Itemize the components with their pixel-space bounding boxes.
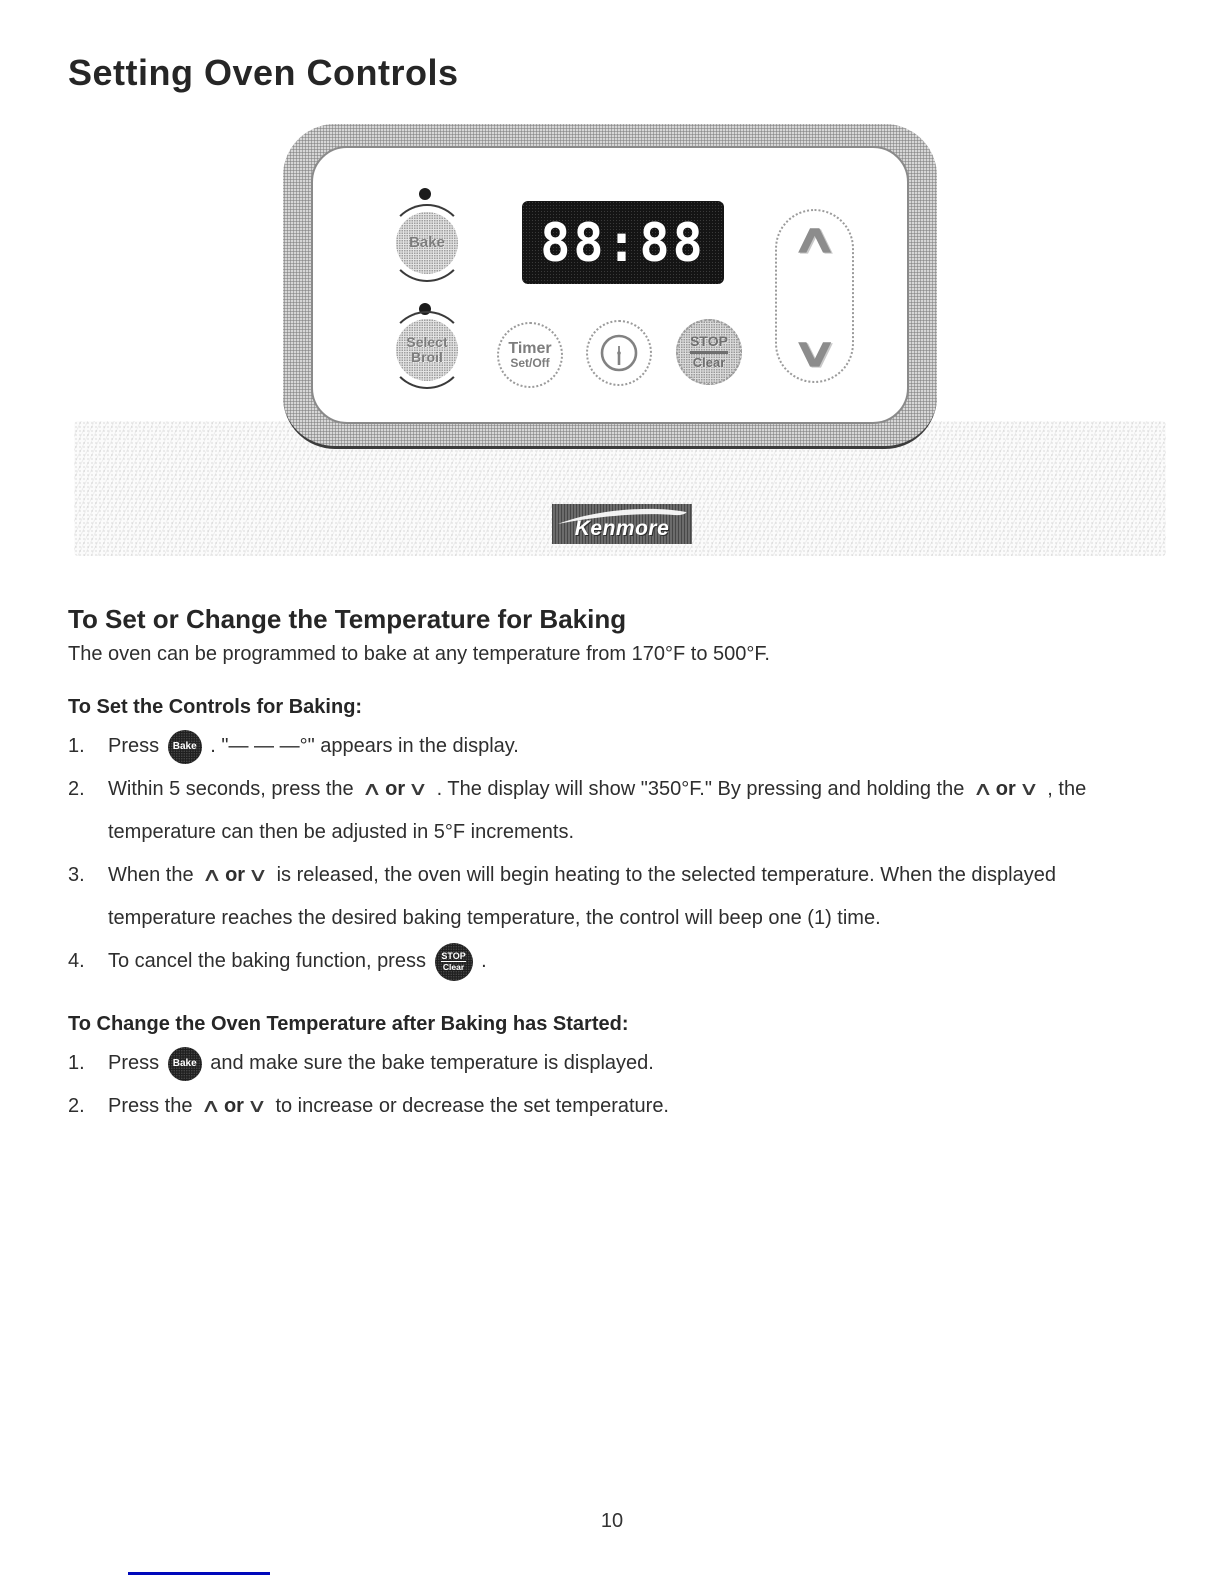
page-number: 10 bbox=[600, 1510, 624, 1532]
subheading-change-temp: To Change the Oven Temperature after Baking has Started: bbox=[68, 1013, 629, 1035]
footer-link-line bbox=[128, 1572, 270, 1575]
down-arrow-icon: ∨ bbox=[246, 1096, 268, 1117]
stop-clear-label-line1: STOP bbox=[690, 334, 728, 353]
set-controls-steps bbox=[68, 725, 1113, 983]
up-arrow-icon: ∧ bbox=[201, 865, 223, 886]
subheading-set-controls: To Set the Controls for Baking: bbox=[68, 696, 363, 718]
change-temp-steps bbox=[68, 1042, 1113, 1128]
bake-indicator-light bbox=[419, 188, 431, 200]
step-number: 1. bbox=[68, 1052, 85, 1074]
timer-label-line2: Set/Off bbox=[510, 356, 550, 371]
clock-icon bbox=[595, 329, 643, 377]
stop-clear-button bbox=[676, 319, 742, 385]
kenmore-logo bbox=[552, 504, 692, 544]
bold-or-text: or bbox=[995, 778, 1016, 800]
control-panel-figure bbox=[68, 124, 1166, 556]
clock-button bbox=[586, 320, 652, 386]
timer-label-line1: Timer bbox=[508, 339, 552, 357]
bake-button bbox=[396, 212, 458, 274]
down-arrow-icon: ∨ bbox=[791, 331, 838, 375]
step-number: 4. bbox=[68, 950, 85, 972]
up-arrow-icon: ∧ bbox=[361, 779, 383, 800]
timer-set-off-button bbox=[497, 322, 563, 388]
select-broil-label-line2: Broil bbox=[411, 349, 443, 365]
clear-key-label: Clear bbox=[442, 962, 465, 973]
bake-button-ring bbox=[388, 204, 466, 282]
down-arrow-icon: ∨ bbox=[247, 865, 269, 886]
step-number: 2. bbox=[68, 778, 85, 800]
step-text: Press the ∧ or ∨ to increase or decrease the set temperature. bbox=[108, 1085, 669, 1128]
broil-button-ring bbox=[388, 311, 466, 389]
bake-key-icon: Bake bbox=[168, 730, 202, 764]
bake-button-label: Bake bbox=[409, 234, 445, 252]
stop-clear-label-line2: Clear bbox=[692, 354, 726, 370]
down-arrow-icon: ∨ bbox=[407, 779, 429, 800]
stop-key-label: STOP bbox=[441, 950, 466, 961]
up-arrow-icon: ∧ bbox=[972, 779, 994, 800]
oven-control-panel-bezel bbox=[283, 124, 937, 449]
kenmore-wordmark: Kenmore bbox=[574, 517, 670, 540]
step-number: 3. bbox=[68, 864, 85, 886]
bold-or-text: or bbox=[385, 778, 406, 800]
step-item bbox=[68, 768, 1113, 854]
section-intro: The oven can be programmed to bake at any temperature from 170°F to 500°F. bbox=[68, 643, 770, 665]
step-number: 1. bbox=[68, 735, 85, 757]
step-item bbox=[68, 940, 1113, 983]
temperature-up-down-control bbox=[775, 209, 854, 383]
section-baking bbox=[68, 604, 1166, 1128]
bold-or-text: or bbox=[223, 1095, 244, 1117]
step-item bbox=[68, 854, 1113, 940]
section-heading: To Set or Change the Temperature for Baking bbox=[68, 604, 627, 634]
step-text: Press Bake and make sure the bake temperature is displayed. bbox=[108, 1042, 654, 1085]
stop-clear-key-icon bbox=[435, 943, 473, 981]
oven-control-panel-face bbox=[311, 146, 909, 424]
select-broil-label-line1: Select bbox=[406, 334, 448, 351]
up-arrow-icon: ∧ bbox=[200, 1096, 222, 1117]
step-text: To cancel the baking function, press STOP Clear . bbox=[108, 940, 487, 983]
bake-key-icon: Bake bbox=[168, 1047, 202, 1081]
step-item bbox=[68, 725, 1113, 768]
step-text: Within 5 seconds, press the ∧ or ∨ . The display will show "350°F." By pressing and holding the ∧ or ∨ , the temperature can then be adjusted in 5°F increments. bbox=[108, 768, 1113, 854]
step-item bbox=[68, 1042, 1113, 1085]
step-text: When the ∧ or ∨ is released, the oven will begin heating to the selected temperature. When the displayed temperature reaches the desired baking temperature, the control will beep one (1) time. bbox=[108, 854, 1113, 940]
up-arrow-icon: ∧ bbox=[791, 217, 838, 261]
down-arrow-icon: ∨ bbox=[1018, 779, 1040, 800]
step-text: Press Bake . "— — —°" appears in the display. bbox=[108, 725, 519, 768]
seven-segment-display bbox=[522, 201, 724, 284]
display-value: 88:88 bbox=[540, 212, 706, 273]
step-item bbox=[68, 1085, 1113, 1128]
select-broil-button bbox=[396, 319, 458, 381]
bold-or-text: or bbox=[225, 864, 246, 886]
page-title: Setting Oven Controls bbox=[68, 52, 459, 93]
step-number: 2. bbox=[68, 1095, 85, 1117]
